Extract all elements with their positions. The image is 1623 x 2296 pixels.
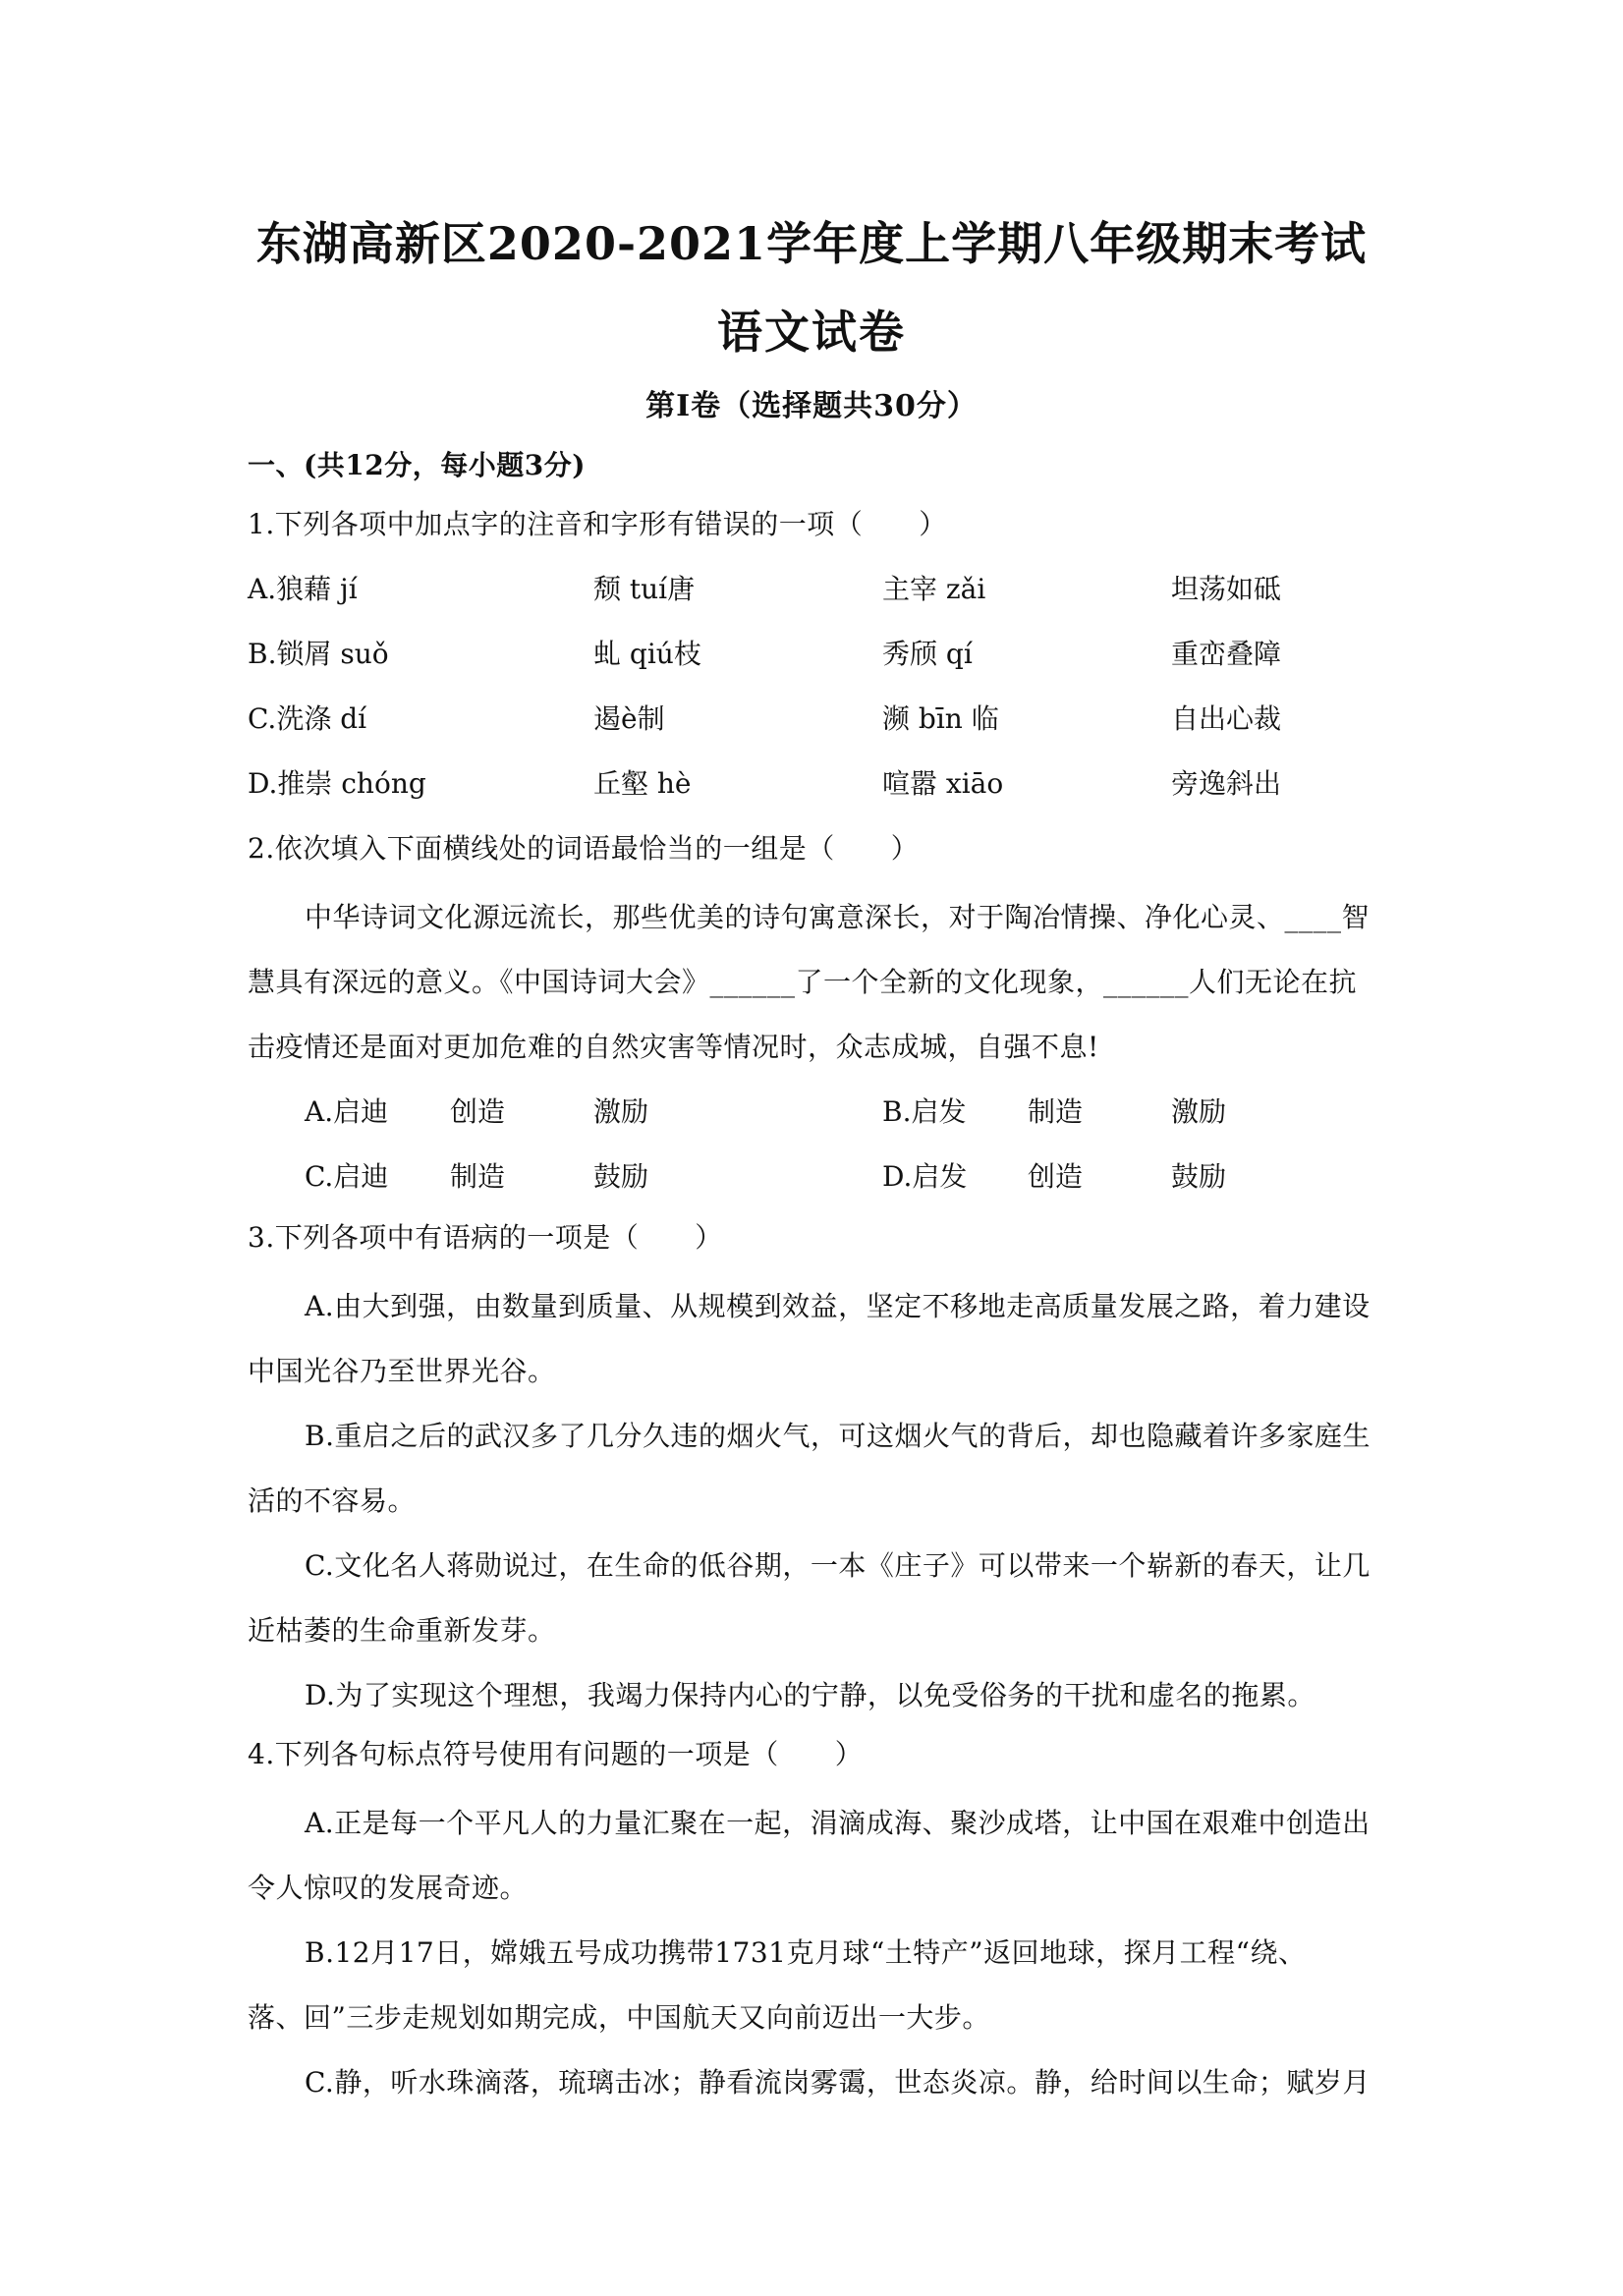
- q2-option-d-2: 创造: [1028, 1160, 1084, 1193]
- q1-option-a-3: 主宰 zǎi: [882, 573, 986, 605]
- question-2-stem: 2.依次填入下面横线处的词语最恰当的一组是（ ）: [248, 832, 920, 865]
- q1-option-a-1: A.狼藉 jí: [248, 573, 358, 605]
- q1-option-a-2: 颓 tuí唐: [593, 573, 696, 605]
- q2-passage-line-2: 慧具有深远的意义。《中国诗词大会》______了一个全新的文化现象，______人们无论在抗: [248, 966, 1358, 998]
- q4-line-2: 令人惊叹的发展奇迹。: [248, 1872, 529, 1904]
- question-1-stem: 1.下列各项中加点字的注音和字形有错误的一项（ ）: [248, 508, 947, 540]
- q2-passage-line-1: 中华诗词文化源远流长，那些优美的诗句寓意深长，对于陶冶情操、净化心灵、____智: [305, 901, 1371, 933]
- q1-option-d-3: 喧嚣 xiāo: [882, 767, 1004, 800]
- q3-line-3: B.重启之后的武汉多了几分久违的烟火气，可这烟火气的背后，却也隐藏着许多家庭生: [305, 1420, 1371, 1452]
- q1-option-d-4: 旁逸斜出: [1171, 767, 1282, 800]
- q4-line-4: 落、回”三步走规划如期完成，中国航天又向前迈出一大步。: [248, 2001, 990, 2034]
- q2-option-b-2: 制造: [1028, 1095, 1084, 1128]
- q2-passage-line-3: 击疫情还是面对更加危难的自然灾害等情况时，众志成城，自强不息!: [248, 1031, 1099, 1063]
- q1-option-c-3: 濒 bīn 临: [882, 702, 999, 735]
- q2-option-a-1: A.启迪: [305, 1095, 389, 1128]
- question-4-stem: 4.下列各句标点符号使用有问题的一项是（ ）: [248, 1738, 864, 1770]
- q4-line-3: B.12月17日，嫦娥五号成功携带1731克月球“土特产”返回地球，探月工程“绕、: [305, 1936, 1307, 1969]
- q1-option-c-4: 自出心裁: [1171, 702, 1282, 735]
- q1-option-c-2: 遏è制: [593, 702, 665, 735]
- q1-option-b-3: 秀颀 qí: [882, 638, 973, 670]
- q2-option-b-3: 激励: [1171, 1095, 1227, 1128]
- q3-line-5: C.文化名人蒋勋说过，在生命的低谷期，一本《庄子》可以带来一个崭新的春天，让几: [305, 1549, 1371, 1582]
- q1-option-b-1: B.锁屑 suǒ: [248, 638, 389, 670]
- question-3-stem: 3.下列各项中有语病的一项是（ ）: [248, 1221, 723, 1254]
- q2-option-a-3: 激励: [593, 1095, 649, 1128]
- exam-subtitle: 语文试卷: [717, 306, 906, 359]
- volume-heading: 第Ⅰ卷（选择题共30分）: [645, 389, 978, 423]
- q2-option-d-1: D.启发: [882, 1160, 968, 1193]
- q2-option-c-1: C.启迪: [305, 1160, 389, 1193]
- q4-line-1: A.正是每一个平凡人的力量汇聚在一起，涓滴成海、聚沙成塔，让中国在艰难中创造出: [305, 1807, 1371, 1839]
- q3-line-6: 近枯萎的生命重新发芽。: [248, 1614, 556, 1647]
- q3-line-4: 活的不容易。: [248, 1484, 417, 1517]
- q1-option-d-1: D.推崇 chóng: [248, 767, 426, 800]
- q2-option-a-2: 创造: [450, 1095, 506, 1128]
- q3-line-2: 中国光谷乃至世界光谷。: [248, 1355, 556, 1387]
- q1-option-b-2: 虬 qiú枝: [593, 638, 701, 670]
- exam-title: 东湖高新区2020-2021学年度上学期八年级期末考试: [255, 217, 1368, 270]
- q3-line-7: D.为了实现这个理想，我竭力保持内心的宁静，以免受俗务的干扰和虚名的拖累。: [305, 1679, 1315, 1711]
- q3-line-1: A.由大到强，由数量到质量、从规模到效益，坚定不移地走高质量发展之路，着力建设: [305, 1290, 1371, 1322]
- q2-option-c-3: 鼓励: [593, 1160, 649, 1193]
- q2-option-c-2: 制造: [450, 1160, 506, 1193]
- q1-option-a-4: 坦荡如砥: [1171, 573, 1282, 605]
- section-heading: 一、(共12分，每小题3分): [248, 449, 586, 481]
- q2-option-b-1: B.启发: [882, 1095, 967, 1128]
- q1-option-c-1: C.洗涤 dí: [248, 702, 367, 735]
- q1-option-d-2: 丘壑 hè: [593, 767, 692, 800]
- q4-line-5: C.静，听水珠滴落，琉璃击冰；静看流岗雾霭，世态炎凉。静，给时间以生命；赋岁月: [305, 2066, 1371, 2099]
- q2-option-d-3: 鼓励: [1171, 1160, 1227, 1193]
- q1-option-b-4: 重峦叠障: [1171, 638, 1282, 670]
